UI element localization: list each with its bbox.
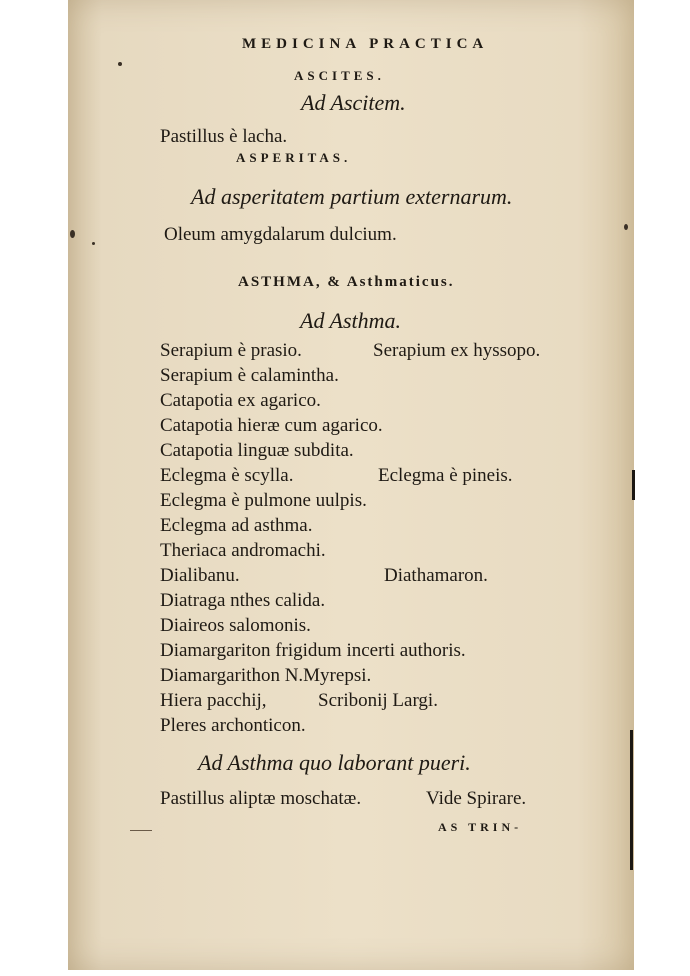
list-item: Diamargarithon N.Myrepsi. — [160, 665, 372, 686]
entry-pastillus-aliptae: Pastillus aliptæ moschatæ. — [160, 788, 362, 809]
list-item: Diaireos salomonis. — [160, 615, 311, 636]
ink-speck — [624, 224, 628, 230]
catchword: AS TRIN- — [438, 820, 523, 834]
heading-ad-asthma-pueri: Ad Asthma quo laborant pueri. — [198, 750, 471, 775]
cross-reference: Vide Spirare. — [426, 788, 527, 809]
section-title-asthma: ASTHMA, & Asthmaticus. — [238, 274, 455, 290]
ink-speck — [118, 62, 122, 66]
ink-speck — [92, 242, 95, 245]
list-item: Catapotia ex agarico. — [160, 390, 321, 411]
ink-speck — [70, 230, 75, 238]
list-item: Catapotia hieræ cum agarico. — [160, 415, 383, 436]
list-item: Diathamaron. — [384, 565, 488, 586]
list-item: Eclegma è pineis. — [378, 465, 513, 486]
list-item: Diamargariton frigidum incerti authoris. — [160, 640, 466, 661]
heading-ad-ascitem: Ad Ascitem. — [301, 90, 406, 115]
list-item: Eclegma è pulmone uulpis. — [160, 490, 367, 511]
book-page — [68, 0, 634, 970]
list-item: Serapium ex hyssopo. — [373, 340, 541, 361]
entry-pastillus-lacha: Pastillus è lacha. — [160, 126, 288, 147]
running-head: MEDICINA PRACTICA — [242, 36, 489, 52]
page-edge-shadow — [630, 730, 633, 870]
list-item: Eclegma ad asthma. — [160, 515, 313, 536]
list-item: Pleres archonticon. — [160, 715, 306, 736]
list-item: Catapotia linguæ subdita. — [160, 440, 354, 461]
list-item: Theriaca andromachi. — [160, 540, 326, 561]
list-item: Scribonij Largi. — [318, 690, 438, 711]
margin-mark — [130, 830, 152, 831]
list-item: Diatraga nthes calida. — [160, 590, 326, 611]
entry-oleum-amygdalarum: Oleum amygdalarum dulcium. — [164, 224, 397, 245]
heading-ad-asthma: Ad Asthma. — [300, 308, 402, 333]
list-item: Dialibanu. — [160, 565, 240, 586]
list-item: Hiera pacchij, — [160, 690, 267, 711]
section-title-asperitas: ASPERITAS. — [236, 150, 352, 165]
list-item: Serapium è prasio. — [160, 340, 302, 361]
section-title-ascites: ASCITES. — [294, 68, 385, 83]
list-item: Eclegma è scylla. — [160, 465, 294, 486]
list-item: Serapium è calamintha. — [160, 365, 339, 386]
heading-ad-asperitatem: Ad asperitatem partium externarum. — [191, 184, 513, 209]
page-edge-shadow — [632, 470, 635, 500]
